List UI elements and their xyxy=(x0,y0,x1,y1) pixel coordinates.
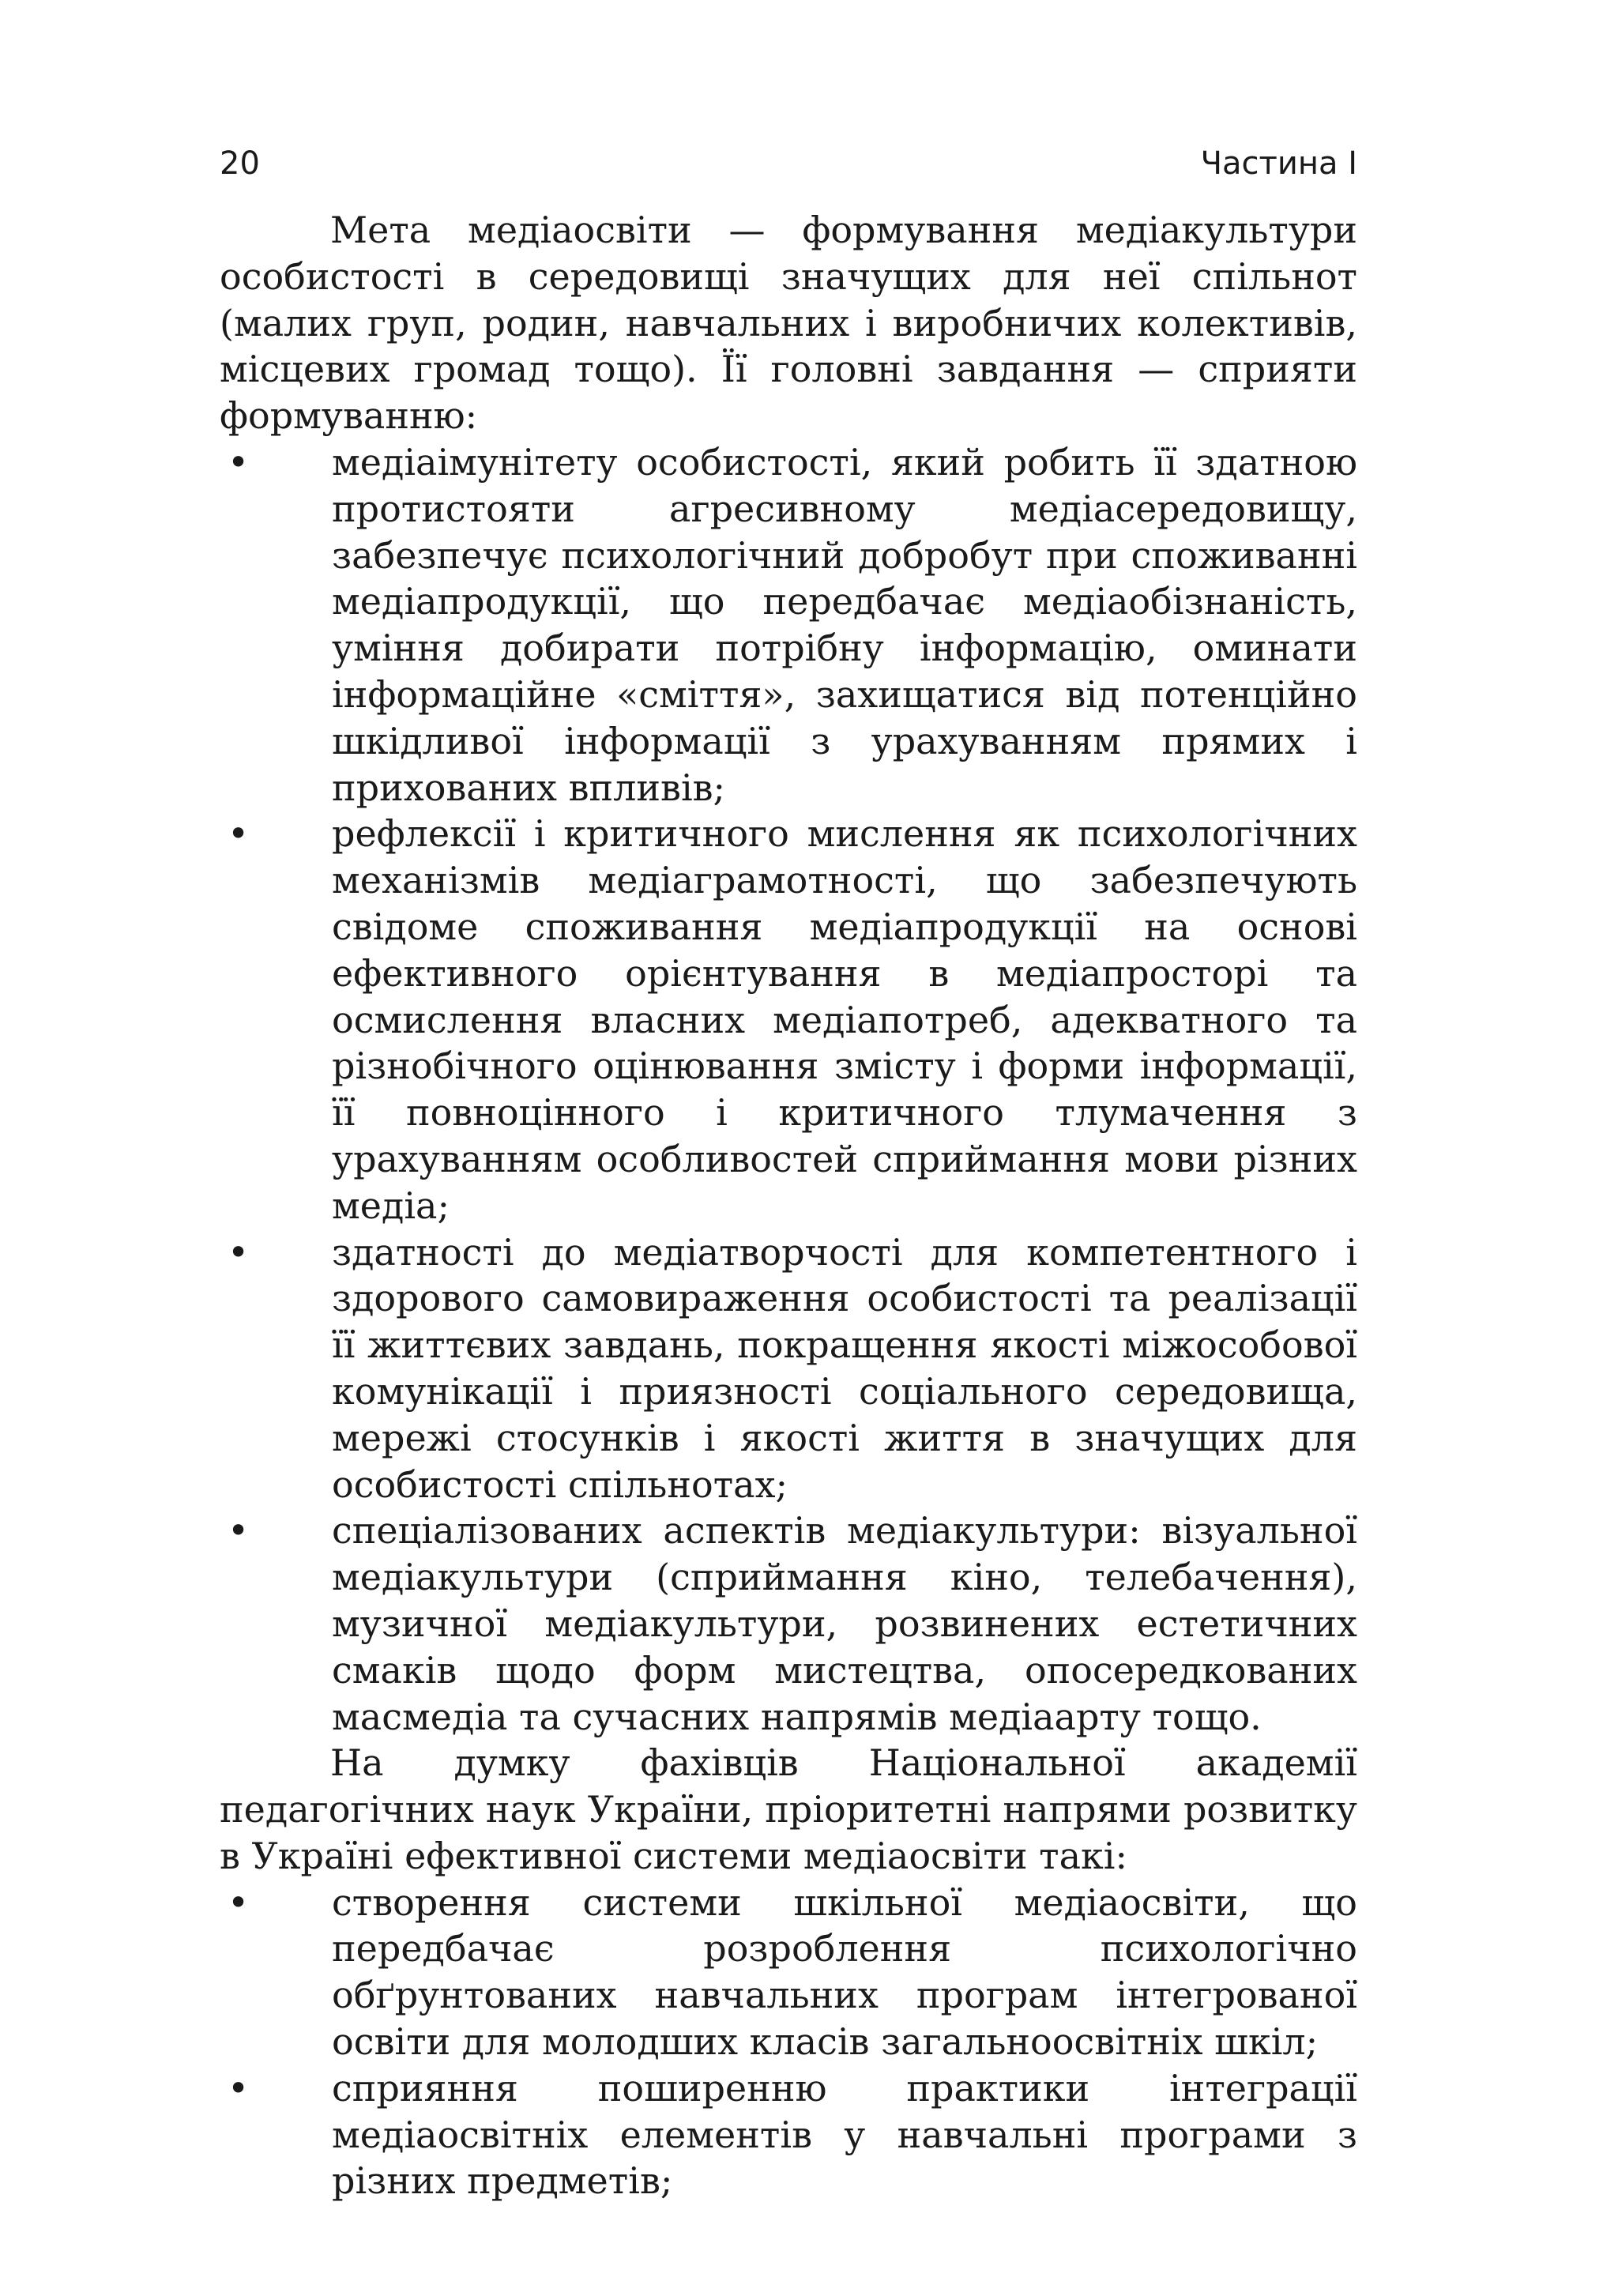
list-item xyxy=(220,1880,1357,2065)
list-item-text: рефлексії і критичного мислення як психологічних механізмів медіаграмотності, що забезпечують свідоме споживання медіапродукції на основі ефективного орієнтування в медіапросторі та осмислення власних медіапотреб, адекватного та різнобічного оцінювання змісту і форми інформації, її повноцінного і критичного тлумачення з урахуванням особливостей сприймання мови різних медіа; xyxy=(332,812,1357,1227)
list-item-text: спеціалізованих аспектів медіакультури: візуальної медіакультури (сприймання кіно, телебачення), музичної медіакультури, розвинених естетичних смаків щодо форм мистецтва, опосередкованих масмедіа та сучасних напрямів медіаарту тощо. xyxy=(332,1509,1357,1738)
list-item-text: медіаімунітету особистості, який робить її здатною протистояти агресивному медіасередовищу, забезпечує психологічний добробут при споживанні медіапродукції, що передбачає медіаобізнаність, уміння добирати потрібну інформацію, оминати інформаційне «сміття», захищатися від потенційно шкідливої інформації з урахуванням прямих і прихованих впливів; xyxy=(332,440,1357,809)
list-item-text: створення системи шкільної медіаосвіти, що передбачає розроблення психологічно обґрунтованих навчальних програм інтегрованої освіти для молодших класів загальноосвітніх шкіл; xyxy=(332,1880,1357,2064)
body-text xyxy=(220,207,1357,2204)
bullet-icon: • xyxy=(228,1230,250,1274)
list-item xyxy=(220,1229,1357,1508)
list-item xyxy=(220,1507,1357,1740)
paragraph: Мета медіаосвіти — формування медіакультури особистості в середовищі значущих для неї спільнот (малих груп, родин, навчальних і виробничих колективів, місцевих громад тощо). Її головні завдання — сприяти формуванню: xyxy=(220,209,1357,438)
bullet-icon: • xyxy=(228,2066,250,2110)
page-header xyxy=(220,145,1357,196)
bullet-icon: • xyxy=(228,1509,250,1553)
page-number: 20 xyxy=(220,145,260,182)
bullet-icon: • xyxy=(228,812,250,856)
bullet-list xyxy=(220,439,1357,1740)
bullet-list xyxy=(220,1880,1357,2205)
bullet-icon: • xyxy=(228,1880,250,1924)
list-item xyxy=(220,439,1357,811)
bullet-icon: • xyxy=(228,440,250,484)
running-head: Частина І xyxy=(1200,145,1357,182)
paragraph: На думку фахівців Національної академії педагогічних наук України, пріоритетні напрями розвитку в Україні ефективної системи медіаосвіти такі: xyxy=(220,1741,1357,1877)
list-item xyxy=(220,2065,1357,2204)
list-item xyxy=(220,811,1357,1229)
list-item-text: сприяння поширенню практики інтеграції медіаосвітніх елементів у навчальні програми з різних предметів; xyxy=(332,2066,1357,2203)
list-item-text: здатності до медіатворчості для компетентного і здорового самовираження особистості та реалізації її життєвих завдань, покращення якості міжособової комунікації і приязності соціального середовища, мережі стосунків і якості життя в значущих для особистості спільнотах; xyxy=(332,1230,1357,1506)
